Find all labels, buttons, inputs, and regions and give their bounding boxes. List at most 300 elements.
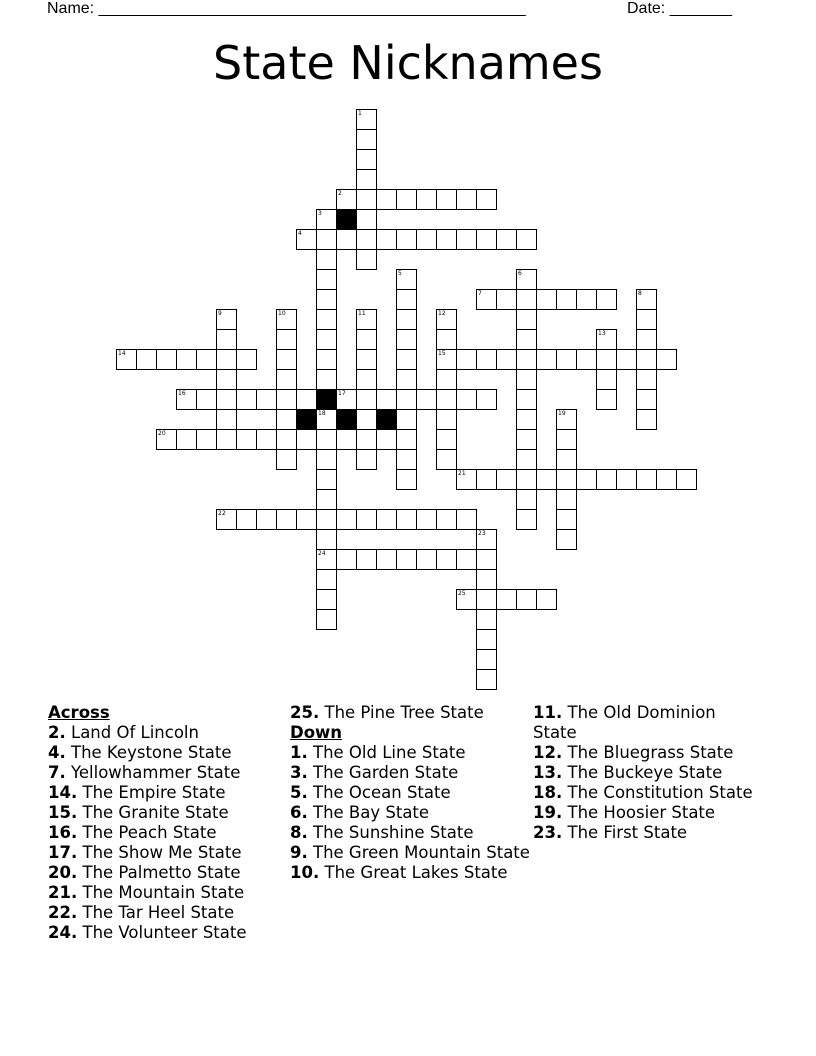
clue-number: 18 [318,410,326,417]
grid-cell[interactable] [616,469,637,490]
clue-number: 3. [290,763,308,782]
grid-cell[interactable] [436,309,457,330]
grid-cell[interactable] [576,469,597,490]
grid-cell[interactable] [256,509,277,530]
grid-cell[interactable] [416,509,437,530]
grid-cell[interactable] [636,289,657,310]
grid-cell[interactable] [476,629,497,650]
grid-cell[interactable] [556,449,577,470]
grid-cell[interactable] [596,349,617,370]
clue-number: 18. [533,783,563,802]
grid-cell[interactable] [456,509,477,530]
grid-cell[interactable] [676,469,697,490]
grid-cell[interactable] [396,469,417,490]
across-clue [48,863,288,883]
grid-cell[interactable] [396,229,417,250]
grid-cell[interactable] [416,389,437,410]
grid-cell[interactable] [496,589,517,610]
grid-cell[interactable] [196,429,217,450]
grid-cell[interactable] [336,509,357,530]
down-heading: Down [290,723,343,742]
clue-number: 14 [118,350,126,357]
grid-cell[interactable] [476,589,497,610]
grid-cell[interactable] [396,409,417,430]
grid-cell[interactable] [316,429,337,450]
clue-text: The Volunteer State [82,923,247,942]
across-clue [48,723,288,743]
clue-text: The Constitution State [567,783,753,802]
clues-column-3 [533,703,763,843]
grid-cell[interactable] [316,229,337,250]
grid-cell[interactable] [296,389,317,410]
grid-cell[interactable] [396,509,417,530]
down-clue [533,703,763,743]
grid-cell[interactable] [196,389,217,410]
grid-cell[interactable] [476,609,497,630]
down-clue [533,763,763,783]
grid-cell[interactable] [576,349,597,370]
grid-cell[interactable] [356,149,377,170]
grid-cell[interactable] [416,549,437,570]
grid-cell[interactable] [636,389,657,410]
grid-cell[interactable] [636,329,657,350]
grid-cell[interactable] [136,349,157,370]
across-clue [48,783,288,803]
grid-cell[interactable] [376,509,397,530]
grid-cell[interactable] [336,189,357,210]
grid-cell[interactable] [276,329,297,350]
clue-text: The Bluegrass State [567,743,734,762]
grid-cell[interactable] [556,509,577,530]
grid-cell[interactable] [516,409,537,430]
grid-cell[interactable] [516,329,537,350]
grid-cell[interactable] [356,389,377,410]
clue-number: 5. [290,783,308,802]
clue-text: The Great Lakes State [324,863,508,882]
grid-cell[interactable] [536,289,557,310]
clue-text: The Peach State [82,823,217,842]
down-clue [533,803,763,823]
grid-cell[interactable] [316,269,337,290]
clue-text: The Old Line State [313,743,466,762]
grid-cell[interactable] [316,369,337,390]
grid-cell[interactable] [156,429,177,450]
grid-cell[interactable] [596,289,617,310]
down-clue [290,743,530,763]
clue-number: 17 [338,390,346,397]
clue-number: 3 [318,210,322,217]
clue-number: 20. [48,863,78,882]
grid-cell[interactable] [236,389,257,410]
grid-cell[interactable] [376,429,397,450]
grid-cell[interactable] [296,429,317,450]
grid-cell[interactable] [236,429,257,450]
grid-cell[interactable] [336,549,357,570]
grid-cell[interactable] [536,349,557,370]
clue-number: 12. [533,743,563,762]
clue-number: 11 [358,310,366,317]
grid-cell[interactable] [256,429,277,450]
down-clue [533,783,763,803]
grid-cell[interactable] [636,409,657,430]
clue-number: 2. [48,723,66,742]
grid-cell[interactable] [356,409,377,430]
down-clue [290,783,530,803]
grid-cell[interactable] [216,509,237,530]
grid-cell[interactable] [476,529,497,550]
grid-cell[interactable] [476,569,497,590]
clue-text: The First State [567,823,688,842]
grid-cell[interactable] [476,349,497,370]
clue-number: 12 [438,310,446,317]
black-cell [336,209,357,230]
grid-cell[interactable] [416,229,437,250]
grid-cell[interactable] [556,409,577,430]
across-clue [48,823,288,843]
clue-text: The Empire State [82,783,226,802]
grid-cell[interactable] [416,189,437,210]
grid-cell[interactable] [476,189,497,210]
grid-cell[interactable] [476,669,497,690]
grid-cell[interactable] [216,429,237,450]
clue-text: The Keystone State [71,743,232,762]
grid-cell[interactable] [216,409,237,430]
down-clue [290,803,530,823]
grid-cell[interactable] [456,349,477,370]
grid-cell[interactable] [396,429,417,450]
clue-number: 22. [48,903,78,922]
grid-cell[interactable] [516,369,537,390]
grid-cell[interactable] [456,229,477,250]
clue-number: 1. [290,743,308,762]
grid-cell[interactable] [376,189,397,210]
grid-cell[interactable] [356,549,377,570]
grid-cell[interactable] [496,289,517,310]
clue-text: The Pine Tree State [324,703,484,722]
grid-cell[interactable] [376,549,397,570]
grid-cell[interactable] [316,549,337,570]
grid-cell[interactable] [356,369,377,390]
clue-number: 23 [478,530,486,537]
grid-cell[interactable] [596,469,617,490]
clue-number: 4 [298,230,302,237]
down-clue [290,843,530,863]
grid-cell[interactable] [516,429,537,450]
grid-cell[interactable] [516,489,537,510]
grid-cell[interactable] [356,109,377,130]
name-field[interactable]: Name: ________________________________________________ [47,0,526,17]
clue-number: 9. [290,843,308,862]
clue-text: The Hoosier State [567,803,716,822]
clue-number: 19 [558,410,566,417]
grid-cell[interactable] [516,589,537,610]
grid-cell[interactable] [216,389,237,410]
grid-cell[interactable] [356,349,377,370]
grid-cell[interactable] [396,369,417,390]
grid-cell[interactable] [316,569,337,590]
grid-cell[interactable] [456,589,477,610]
grid-cell[interactable] [476,649,497,670]
grid-cell[interactable] [436,509,457,530]
grid-cell[interactable] [336,389,357,410]
grid-cell[interactable] [216,309,237,330]
grid-cell[interactable] [656,469,677,490]
grid-cell[interactable] [356,429,377,450]
grid-cell[interactable] [396,289,417,310]
across-clue [48,923,288,943]
grid-cell[interactable] [596,389,617,410]
clue-number: 23. [533,823,563,842]
grid-cell[interactable] [276,309,297,330]
clue-number: 9 [218,310,222,317]
black-cell [336,409,357,430]
clue-number: 20 [158,430,166,437]
grid-cell[interactable] [516,309,537,330]
grid-cell[interactable] [436,229,457,250]
grid-cell[interactable] [316,349,337,370]
clue-number: 15. [48,803,78,822]
clue-number: 22 [218,510,226,517]
grid-cell[interactable] [516,389,537,410]
clue-number: 21. [48,883,78,902]
grid-cell[interactable] [616,349,637,370]
grid-cell[interactable] [296,229,317,250]
grid-cell[interactable] [556,289,577,310]
down-clue [290,863,530,883]
clue-number: 13. [533,763,563,782]
grid-cell[interactable] [356,329,377,350]
across-clue [48,763,288,783]
grid-cell[interactable] [316,289,337,310]
grid-cell[interactable] [516,269,537,290]
grid-cell[interactable] [456,189,477,210]
grid-cell[interactable] [356,189,377,210]
grid-cell[interactable] [636,469,657,490]
grid-cell[interactable] [316,609,337,630]
clue-number: 2 [338,190,342,197]
grid-cell[interactable] [396,349,417,370]
grid-cell[interactable] [316,409,337,430]
clue-number: 10. [290,863,320,882]
clue-text: Yellowhammer State [71,763,241,782]
clue-number: 14. [48,783,78,802]
clue-text: The Old Dominion State [533,703,716,742]
grid-cell[interactable] [436,389,457,410]
grid-cell[interactable] [316,489,337,510]
page-title: State Nicknames [213,36,603,90]
grid-cell[interactable] [396,449,417,470]
grid-cell[interactable] [456,389,477,410]
grid-cell[interactable] [176,349,197,370]
grid-cell[interactable] [536,589,557,610]
clue-number: 13 [598,330,606,337]
grid-cell[interactable] [476,389,497,410]
grid-cell[interactable] [356,129,377,150]
grid-cell[interactable] [656,349,677,370]
clue-number: 16. [48,823,78,842]
clue-number: 25. [290,703,320,722]
across-clue [290,703,530,723]
grid-cell[interactable] [176,429,197,450]
grid-cell[interactable] [396,269,417,290]
clue-number: 24. [48,923,78,942]
black-cell [296,409,317,430]
grid-cell[interactable] [636,309,657,330]
clue-text: The Granite State [82,803,229,822]
across-clue [48,903,288,923]
clue-number: 8. [290,823,308,842]
grid-cell[interactable] [536,469,557,490]
grid-cell[interactable] [436,369,457,390]
grid-cell[interactable] [476,469,497,490]
grid-cell[interactable] [356,209,377,230]
grid-cell[interactable] [316,209,337,230]
grid-cell[interactable] [276,389,297,410]
down-clue [533,823,763,843]
grid-cell[interactable] [356,509,377,530]
grid-cell[interactable] [336,229,357,250]
clue-number: 19. [533,803,563,822]
grid-cell[interactable] [316,329,337,350]
grid-cell[interactable] [276,509,297,530]
clue-text: The Show Me State [82,843,242,862]
grid-cell[interactable] [316,449,337,470]
clue-number: 7 [478,290,482,297]
grid-cell[interactable] [356,229,377,250]
grid-cell[interactable] [556,469,577,490]
clue-number: 11. [533,703,563,722]
grid-cell[interactable] [276,409,297,430]
grid-cell[interactable] [556,489,577,510]
grid-cell[interactable] [556,429,577,450]
grid-cell[interactable] [476,549,497,570]
grid-cell[interactable] [476,229,497,250]
grid-cell[interactable] [556,349,577,370]
clue-number: 21 [458,470,466,477]
grid-cell[interactable] [176,389,197,410]
grid-cell[interactable] [216,349,237,370]
grid-cell[interactable] [396,309,417,330]
grid-cell[interactable] [276,429,297,450]
grid-cell[interactable] [236,349,257,370]
grid-cell[interactable] [436,429,457,450]
grid-cell[interactable] [236,509,257,530]
clue-number: 6. [290,803,308,822]
clue-number: 17. [48,843,78,862]
grid-cell[interactable] [356,449,377,470]
grid-cell[interactable] [436,409,457,430]
clue-number: 1 [358,110,362,117]
grid-cell[interactable] [516,509,537,530]
grid-cell[interactable] [156,349,177,370]
grid-cell[interactable] [376,389,397,410]
clue-text: Land Of Lincoln [71,723,199,742]
grid-cell[interactable] [256,389,277,410]
grid-cell[interactable] [516,469,537,490]
clue-number: 7. [48,763,66,782]
grid-cell[interactable] [436,549,457,570]
grid-cell[interactable] [516,289,537,310]
down-clue [290,823,530,843]
grid-cell[interactable] [496,469,517,490]
grid-cell[interactable] [596,369,617,390]
grid-cell[interactable] [496,229,517,250]
grid-cell[interactable] [356,309,377,330]
grid-cell[interactable] [396,389,417,410]
clue-number: 6 [518,270,522,277]
grid-cell[interactable] [436,349,457,370]
grid-cell[interactable] [396,549,417,570]
grid-cell[interactable] [276,449,297,470]
grid-cell[interactable] [636,369,657,390]
grid-cell[interactable] [316,589,337,610]
grid-cell[interactable] [356,249,377,270]
grid-cell[interactable] [296,509,317,530]
grid-cell[interactable] [456,549,477,570]
grid-cell[interactable] [316,249,337,270]
across-clue [48,883,288,903]
across-heading: Across [48,703,110,722]
grid-cell[interactable] [516,449,537,470]
clue-text: The Tar Heel State [82,903,235,922]
clue-text: The Mountain State [82,883,245,902]
grid-cell[interactable] [316,509,337,530]
black-cell [376,409,397,430]
grid-cell[interactable] [216,369,237,390]
clue-number: 16 [178,390,186,397]
clue-number: 8 [638,290,642,297]
grid-cell[interactable] [316,309,337,330]
grid-cell[interactable] [516,349,537,370]
black-cell [316,389,337,410]
clue-number: 25 [458,590,466,597]
grid-cell[interactable] [216,329,237,350]
grid-cell[interactable] [116,349,137,370]
grid-cell[interactable] [516,229,537,250]
grid-cell[interactable] [356,169,377,190]
clue-text: The Ocean State [313,783,451,802]
grid-cell[interactable] [316,529,337,550]
grid-cell[interactable] [396,329,417,350]
grid-cell[interactable] [596,329,617,350]
grid-cell[interactable] [556,529,577,550]
date-field[interactable]: Date: _______ [627,0,732,17]
across-clue [48,743,288,763]
clue-number: 15 [438,350,446,357]
clue-number: 10 [278,310,286,317]
grid-cell[interactable] [436,449,457,470]
grid-cell[interactable] [336,429,357,450]
grid-cell[interactable] [436,189,457,210]
grid-cell[interactable] [396,189,417,210]
grid-cell[interactable] [436,329,457,350]
grid-cell[interactable] [456,469,477,490]
across-clue [48,843,288,863]
across-clue [48,803,288,823]
clue-text: The Bay State [313,803,430,822]
clue-number: 5 [398,270,402,277]
grid-cell[interactable] [636,349,657,370]
grid-cell[interactable] [316,469,337,490]
grid-cell[interactable] [196,349,217,370]
grid-cell[interactable] [476,289,497,310]
grid-cell[interactable] [276,349,297,370]
grid-cell[interactable] [276,369,297,390]
grid-cell[interactable] [496,349,517,370]
down-clue [533,743,763,763]
grid-cell[interactable] [376,229,397,250]
grid-cell[interactable] [576,289,597,310]
